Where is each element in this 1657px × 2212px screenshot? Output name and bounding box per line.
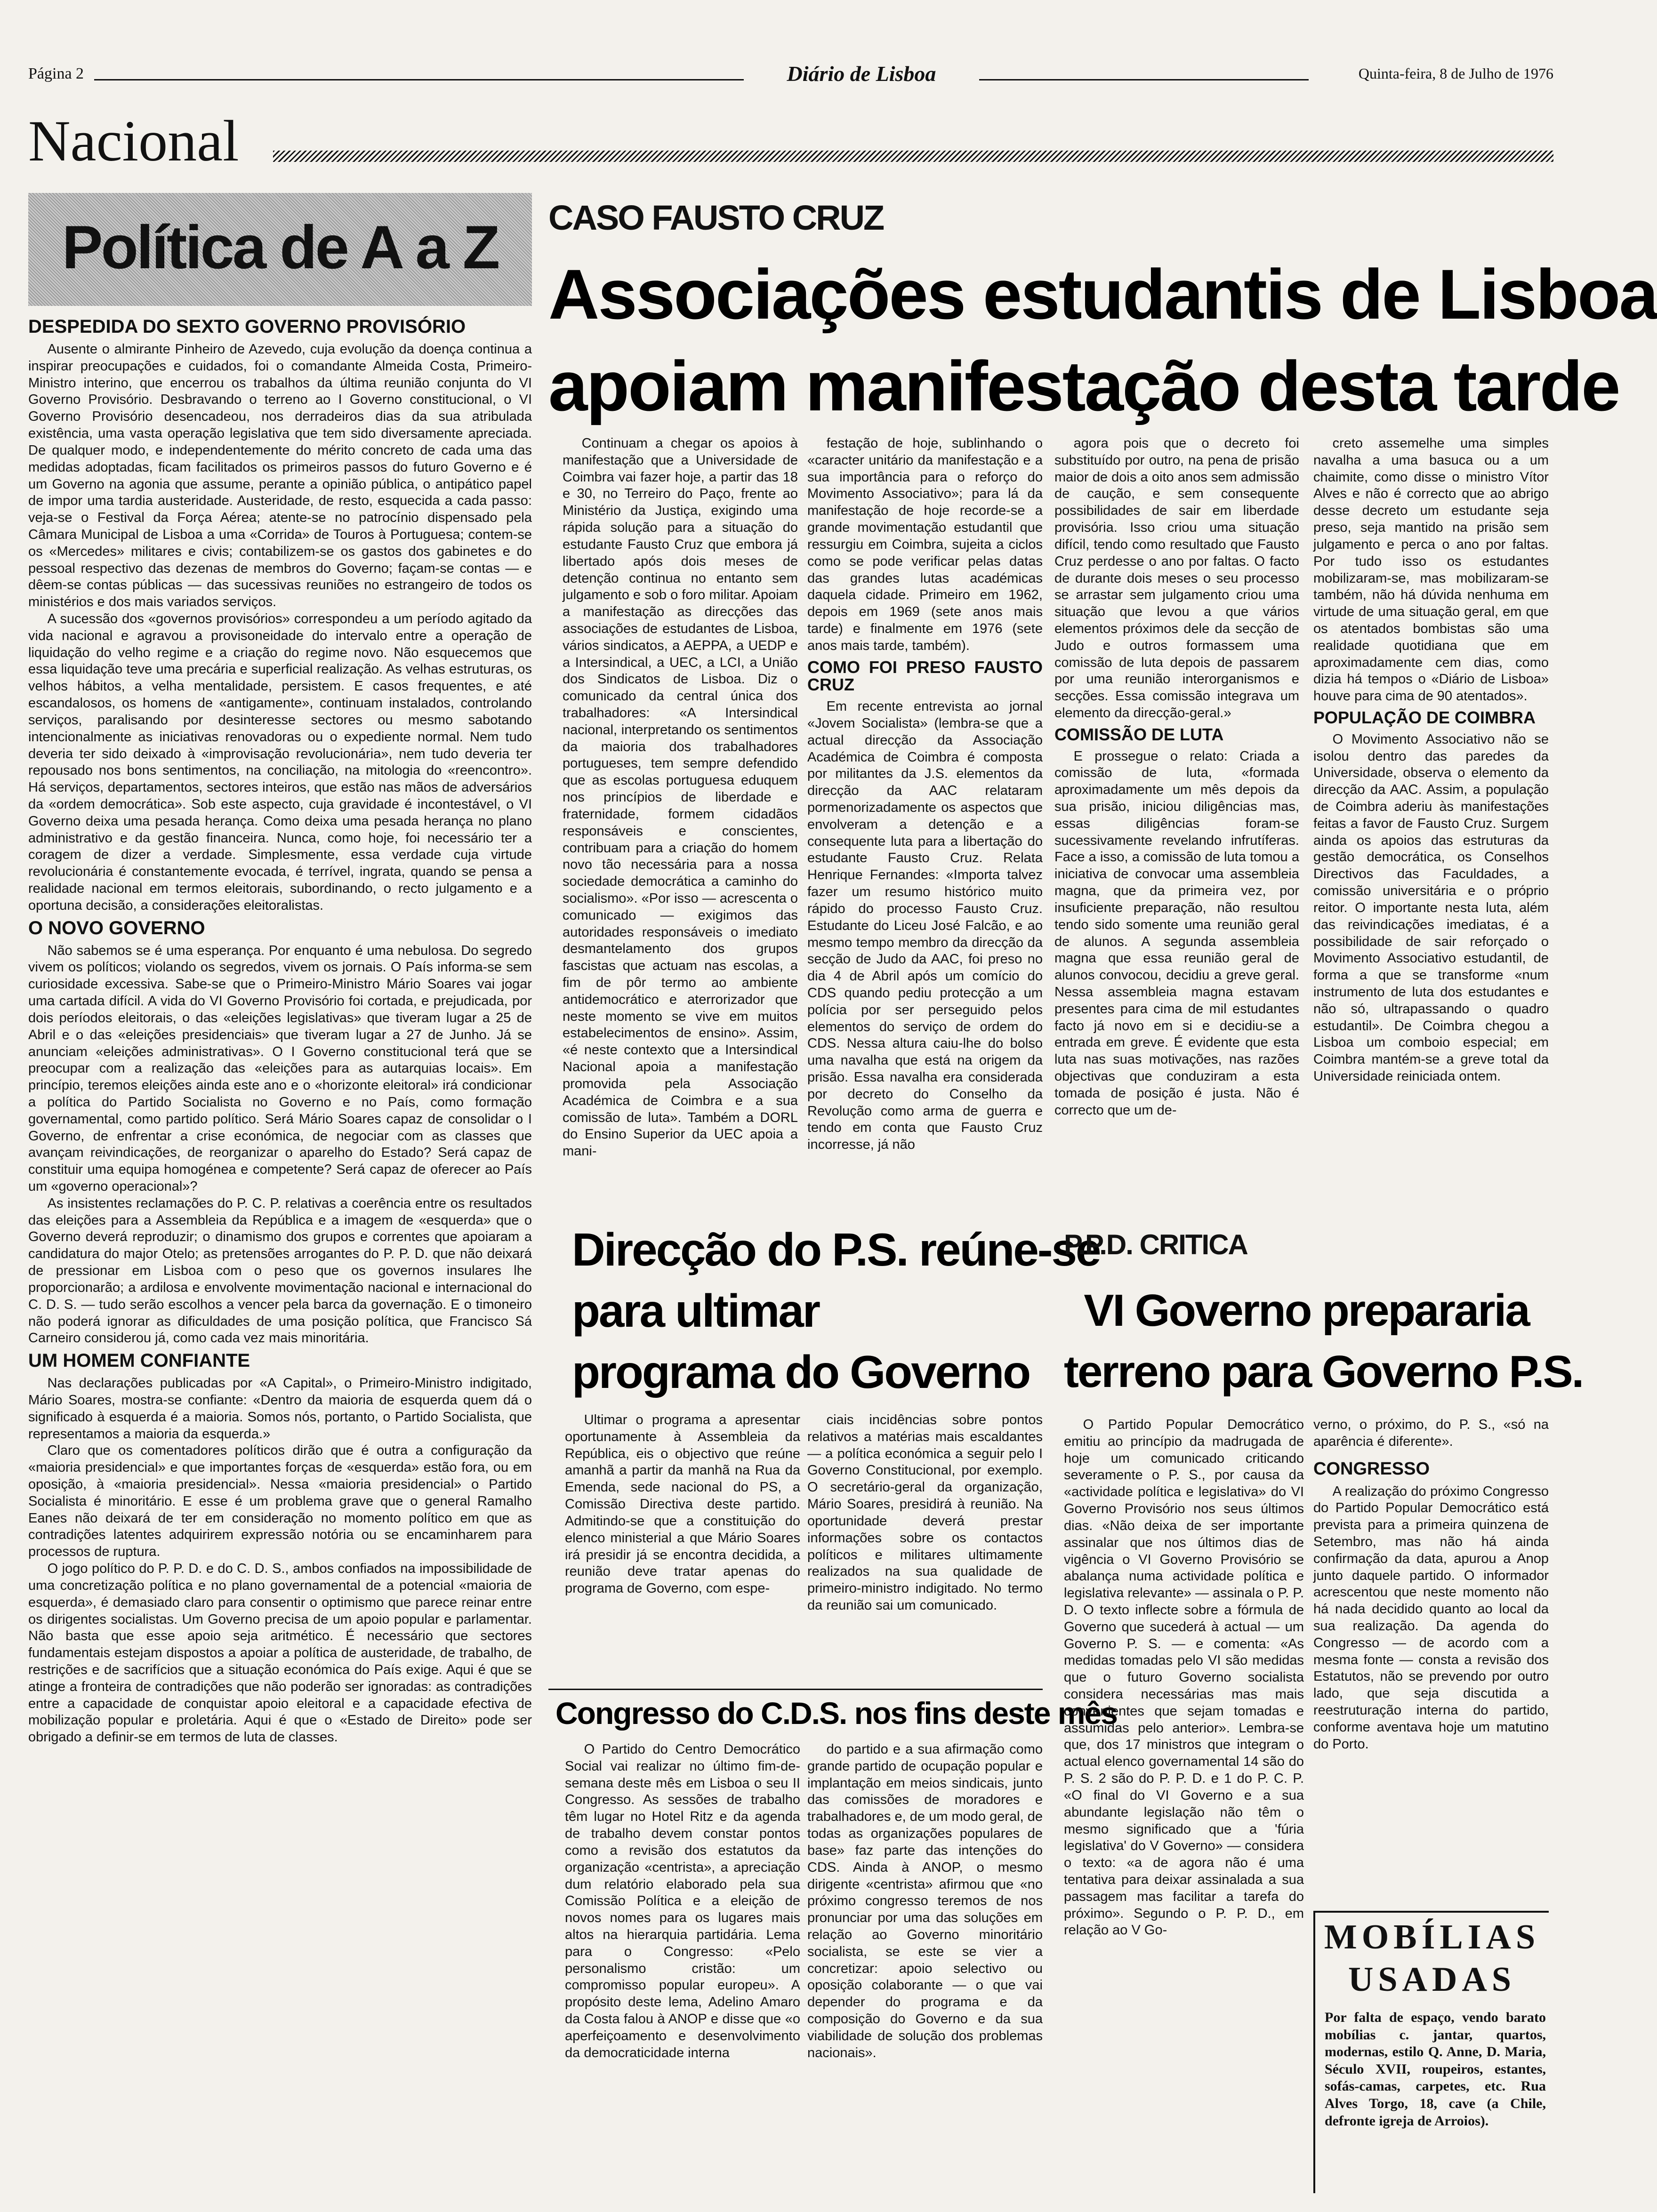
cds-column-2 — [807, 1741, 1043, 2193]
politica-paragraph: A sucessão dos «governos provisórios» correspondeu a um período agitado da vida nacional e agravou a provisoneidade do intervalo entre a operação de liquidação do velho regime e a criação do regime novo. Não esquecemos que essa liquidação teve uma precária e superficial realização. As velhas estruturas, os velhos hábitos, a velha mentalidade, persistem. E casos frequentes, e até escandalosos, os homens de «antigamente», continuam instalados, controlando serviços, paralisando por desinteresse sectores ou mesmo sabotando intencionalmente as iniciativas renovadoras ou o expediente normal. Nem tudo deveria ter sido deixado à «improvisação revolucionária», nem tudo deveria ter repousado nos bons sentimentos, na conciliação, na mitologia do «reencontro». Há serviços, departamentos, sectores inteiros, que estão nas mãos de adversários da «ordem democrática». Sob este aspecto, cuja gravidade é incontestável, o VI Governo deixa uma pesada herança. Como deixa uma pesada herança no plano administrativo e da gestão financeira. Nunca, como hoje, foi necessário ter a coragem de dizer a verdade. Simplesmente, essa verdade cuja virtude revolucionária é constantemente evocada, é terrível, ingrata, quando se pensa a realidade nacional em termos eleitorais, subordinando, o recto julgamento e a oportuna decisão, a considerações eleitoralistas. — [28, 611, 532, 913]
fausto-column-1 — [563, 435, 798, 1198]
politica-heading-despedida: DESPEDIDA DO SEXTO GOVERNO PROVISÓRIO — [28, 316, 466, 337]
politica-paragraph: Nas declarações publicadas por «A Capital», o Primeiro-Ministro indigitado, Mário Soares, mostra-se confiante: «Dentro da maioria de esquerda quem dá o significado à esquerda é a maioria. Somos nós, portanto, o Partido Socialista, que representamos a maioria da esquerda.» — [28, 1376, 532, 1442]
fausto-paragraph: O Movimento Associativo não se isolou dentro das paredes da Universidade, observa o elemento da direcção da AAC. Assim, a população de Coimbra aderiu às manifestações feitas a favor de Fausto Cruz. Surgem ainda os apoios das estruturas da gestão democrática, os Conselhos Directivos das Faculdades, a comissão universitária e o próprio reitor. O importante nesta luta, além das reivindicações imediatas, é a possibilidade de sair reforçado o Movimento Associativo estudantil, de forma a que se transforme «num instrumento de luta dos estudantes e não só, ultrapassando o quadro estudantil». De Coimbra chegou a Lisboa um comboio especial; em Coimbra mantém-se a greve total da Universidade reiniciada ontem. — [1313, 731, 1549, 1084]
section-rule — [273, 151, 1553, 162]
politica-paragraph: O jogo político do P. P. D. e do C. D. S., ambos confiados na impossibilidade de uma concretização política e no plano governamental de a potencial «maioria de esquerda», é demasiado claro para consentir o optimismo que parece reinar entre os dirigentes socialistas. Um Governo precisa de um apoio popular e parlamentar. Não basta que esse apoio seja aritmético. É necessário que sectores fundamentais estejam dispostos a apoiar a política de austeridade, de trabalho, de restrições e de sacrifícios que a situação económica do País exige. Aqui é que se atinge a fronteira de contradições que não poderão ser ignoradas: as contradições entre a capacidade de conquistar apoio eleitoral e a capacidade efectiva de mobilização popular e proletária. Aqui é que o «Estado de Direito» pode ser obrigado a definir-se em termos de luta de classes. — [28, 1561, 532, 1745]
politica-heading-homem-confiante: UM HOMEM CONFIANTE — [28, 1350, 250, 1371]
section-title: Nacional — [28, 109, 239, 173]
ad-title-line1: MOBÍLIAS — [1324, 1918, 1540, 1956]
cds-column-1 — [565, 1741, 800, 2193]
ppd-column-1 — [1064, 1417, 1304, 2193]
politica-paragraph: As insistentes reclamações do P. C. P. relativas a coerência entre os resultados das eleições para a Assembleia da República e a imagem de «esquerda» que o Governo deverá reproduzir; o dinamismo dos grupos e correntes que apoiaram a candidatura do major Otelo; as pretensões arrogantes do P. P. D. que não deixará de pressionar em Lisboa com o peso que os governos insulares lhe proporcionarão; a ardilosa e envolvente movimentação nacional e internacional do C. D. S. — tudo serão escolhos a vencer pela barca da governação. E o timoneiro não poderá ignorar as dificuldades de uma posição política, que Francisco Sá Carneiro considerou já, como cada vez mais minoritária. — [28, 1195, 532, 1346]
ps-headline-line2: para ultimar — [572, 1285, 819, 1337]
ad-body: Por falta de espaço, vendo barato mobílias c. jantar, quartos, modernas, estilo Q. Anne, D. Maria, Século XVII, roupeiros, estantes, sofás-camas, carpetes, etc. Rua Alves Torgo, 18, cave (a Chile, defronte igreja de Arroios). — [1325, 2010, 1546, 2129]
fausto-paragraph: Continuam a chegar os apoios à manifestação que a Universidade de Coimbra vai fazer hoje, a partir das 18 e 30, no Terreiro do Paço, frente ao Ministério da Justiça, exigindo uma rápida solução para a situação do estudante Fausto Cruz que embora já libertado após dois meses de detenção continua no entanto sem julgamento e sob o foro militar. Apoiam a manifestação as direcções das associações de estudantes de Lisboa, vários sindicatos, a AEPPA, a UEDP e a Intersindical, a UEC, a LCI, a União dos Sindicatos de Lisboa. Diz o comunicado da central única dos trabalhadores: «A Intersindical nacional, interpretando os sentimentos da maioria dos trabalhadores portugueses, tem sempre defendido que as escolas portuguesa eduquem nos princípios de liberdade e fraternidade, formem cidadãos responsáveis e conscientes, contribuam para a criação do homem novo tão necessária para a nossa sociedade democrática a caminho do socialismo». «Por isso — acrescenta o comunicado — exigimos das autoridades responsáveis o imediato desmantelamento dos grupos fascistas que actuam nas escolas, a fim de pôr termo ao ambiente antidemocrático e aterrorizador que neste momento se vive em muitos estabelecimentos de ensino». Assim, «é neste contexto que a Intersindical Nacional apoia a manifestação promovida pela Associação Académica de Coimbra e a sua comissão de luta». Também a DORL do Ensino Superior da UEC apoia a mani- — [563, 436, 798, 1159]
politica-box — [28, 193, 532, 306]
fausto-subhead-populacao: POPULAÇÃO DE COIMBRA — [1313, 708, 1536, 727]
classified-ad — [1313, 1911, 1549, 2193]
fausto-headline-line2: apoiam manifestação desta tarde — [548, 346, 1619, 425]
issue-date: Quinta-feira, 8 de Julho de 1976 — [1358, 65, 1553, 82]
ad-title-line2: USADAS — [1348, 1960, 1516, 1999]
fausto-column-2 — [807, 435, 1043, 1198]
politica-paragraph: Não sabemos se é uma esperança. Por enquanto é uma nebulosa. Do segredo vivem os políticos; violando os segredos, vivem os jornais. O País informa-se sem curiosidade excessiva. Sabe-se que o Primeiro-Ministro Mário Soares vai jogar uma cartada difícil. A vida do VI Governo Provisório foi cortada, e prejudicada, por dois períodos eleitorais, o das «eleições legislativas» que tiveram lugar a 25 de Abril e o das «eleições presidenciais» que tiveram lugar a 27 de Junho. Já se anunciam «eleições administrativas». O I Governo constitucional terá que se preocupar com a realização das «eleições para as autarquias locais». Em princípio, teremos eleições ainda este ano e o «horizonte eleitoral» irá condicionar a política do Partido Socialista no Governo e no País, como formação governamental, como partido político. Será Mário Soares capaz de consolidar o I Governo, de enfrentar a crise económica, de negociar com as classes que avançam reivindicações, de reorganizar o aparelho do Estado? Será capaz de constituir uma equipa homogénea e competente? Será capaz de oferecer ao País um «governo operacional»? — [28, 943, 532, 1194]
ppd-subhead-congresso: CONGRESSO — [1313, 1459, 1430, 1479]
fausto-paragraph: Em recente entrevista ao jornal «Jovem Socialista» (lembra-se que a actual direcção da Associação Académica de Coimbra é composta por militantes da J.S. elementos da direcção da AAC relataram pormenorizadamente os aspectos que envolveram a detenção e a consequente luta para a libertação do estudante Fausto Cruz. Relata Henrique Fernandes: «Importa talvez fazer um resumo histórico muito rápido do processo Fausto Cruz. Estudante do Liceu José Falcão, e ao mesmo tempo membro da direcção da secção de Judo da AAC, foi preso no dia 4 de Abril após um comício do CDS quando pediu protecção a um polícia por ser perseguido pelos elementos do serviço de ordem do CDS. Nessa altura caiu-lhe do bolso uma navalha que está na origem da prisão. Essa navalha era considerada por decreto do Conselho da Revolução como arma de guerra e tendo em conta que Fausto Cruz incorresse, já não — [807, 699, 1043, 1153]
cds-paragraph: O Partido do Centro Democrático Social vai realizar no último fim-de-semana deste mês em Lisboa o seu II Congresso. As sessões de trabalho têm lugar no Hotel Ritz e da agenda de trabalho devem constar pontos como a revisão dos estatutos da organização «centrista», a apreciação dum relatório elaborado pela sua Comissão Política e a eleição de novos nomes para os lugares mais altos na hierarquia partidária. Lema para o Congresso: «Pelo personalismo cristão: um compromisso popular europeu». A propósito deste lema, Adelino Amaro da Costa falou à ANOP e disse que «o aperfeiçoamento e desenvolvimento da democraticidade interna — [565, 1742, 800, 2060]
fausto-kicker: CASO FAUSTO CRUZ — [548, 198, 884, 237]
fausto-subhead-comissao: COMISSÃO DE LUTA — [1054, 724, 1224, 744]
ps-headline-line1: Direcção do P.S. reúne-se — [572, 1224, 1100, 1275]
cds-paragraph: do partido e a sua afirmação como grande partido de ocupação popular e implantação em meios sindicais, junto das comissões de moradores e trabalhadores e, de um modo geral, de todas as organizações populares de base» faz parte das intenções do CDS. Ainda à ANOP, o mesmo dirigente «centrista» afirmou que «no próximo congresso teremos de nos pronunciar por uma das soluções em relação ao Governo minoritário socialista, se este se vier a concretizar: apoio selectivo ou oposição colaborante — o que vai depender do programa e da composição do Governo e da sua viabilidade de solução dos problemas nacionais». — [807, 1742, 1043, 2060]
cds-rule — [548, 1689, 1043, 1690]
masthead — [28, 61, 1553, 89]
politica-paragraph: Ausente o almirante Pinheiro de Azevedo, cuja evolução da doença continua a inspirar preocupações e cuidados, foi o comandante Almeida Costa, Primeiro-Ministro interino, que encerrou os trabalhos da última reunião conjunta do VI Governo Provisório. Desbravando o terreno ao I Governo constitucional, o VI Governo Provisório desencadeou, nos derradeiros dias da sua atribulada existência, uma vasta operação legislativa que tem sido diversamente apreciada. De qualquer modo, e independentemente do mérito concreto de cada uma das medidas adoptadas, ficam facilitados os primeiros passos do futuro Governo e é um Governo na agonia que assume, perante a opinião pública, o antipático papel de impor uma tardia austeridade. Austeridade, de resto, esquecida a cada passo: veja-se o Festival da Força Aérea; atente-se no patrocínio dispensado pela Câmara Municipal de Lisboa a uma «Corrida» de Touros à Portuguesa; contem-se os «Mercedes» militares e civis; contabilizem-se os gastos dos gabinetes e do pessoal respectivo das dezenas de membros do Governo; façam-se contas — e dêem-se contas públicas — das sucessivas reuniões no estrangeiro de todos os ministérios e dos mais variados serviços. — [28, 342, 532, 610]
rule-left — [94, 79, 744, 80]
cds-headline: Congresso do C.D.S. nos fins deste mês — [555, 1696, 1117, 1731]
fausto-column-4 — [1313, 435, 1549, 1198]
fausto-paragraph: agora pois que o decreto foi substituído por outro, na pena de prisão maior de dois a oito anos sem admissão de caução, e sem consequente possibilidades de sair em liberdade provisória. Isso criou uma situação difícil, tendo como resultado que Fausto Cruz perdesse o ano por faltas. O facto de durante dois meses o seu processo se arrastar sem julgamento criou uma situação que levou a que vários elementos próximos dele da secção de Judo e outros formassem uma comissão de luta depois de passarem por uma reunião interorganismos e secções. Essa comissão integrava um elemento da direcção-geral.» — [1054, 436, 1299, 721]
fausto-paragraph: creto assemelhe uma simples navalha a uma basuca ou a um chaimite, como disse o ministro Vítor Alves e não é correcto que ao abrigo desse decreto um estudante seja preso, seja mantido na prisão sem julgamento e perca o ano por faltas. Por tudo isso os estudantes mobilizaram-se, mas mobilizaram-se também, não há dúvida nenhuma em virtude de uma situação geral, em que os atentados bombistas são uma realidade quotidiana que em aproximadamente cem dias, como dizia há tempos o «Diário de Lisboa» houve para cima de 90 atentados». — [1313, 436, 1549, 704]
ppd-headline-line1: VI Governo prepararia — [1084, 1285, 1529, 1336]
ppd-headline-line2: terreno para Governo P.S. — [1064, 1346, 1583, 1397]
ppd-column-2 — [1313, 1417, 1549, 1887]
ppd-paragraph: A realização do próximo Congresso do Partido Popular Democrático está prevista para a primeira quinzena de Setembro, mas não há ainda confirmação da data, apurou a Anop junto daquele partido. O informador acrescentou que neste momento não há nada decidido quanto ao local da sua realização. Da agenda do Congresso — de acordo com a mesma fonte — consta a revisão dos Estatutos, não se prevendo por outro lado, que seja discutida a reestruturação interna do partido, conforme aventava hoje um matutino do Porto. — [1313, 1483, 1549, 1752]
fausto-headline-line1: Associações estudantis de Lisboa — [548, 255, 1657, 334]
ppd-paragraph: verno, o próximo, do P. S., «só na aparência é diferente». — [1313, 1417, 1549, 1449]
ps-column-1 — [565, 1412, 800, 1675]
ps-paragraph: ciais incidências sobre pontos relativos a matérias mais escaldantes — a política económica a seguir pelo I Governo Constitucional, por exemplo. O secretário-geral da organização, Mário Soares, presidirá à reunião. Na oportunidade deverá prestar informações sobre os contactos políticos e militares ultimamente realizados na sua qualidade de primeiro-ministro indigitado. No termo da reunião sai um comunicado. — [807, 1412, 1043, 1613]
politica-box-title: Política de A a Z — [62, 213, 499, 281]
ppd-kicker: P.P.D. CRITICA — [1064, 1229, 1247, 1260]
page-number: Página 2 — [28, 65, 84, 82]
ppd-paragraph: O Partido Popular Democrático emitiu ao princípio da madrugada de hoje um comunicado criticando severamente o P. S., por causa da «actividade política e legislativa» do VI Governo Provisório nos seus últimos dias. «Não deixa de ser importante assinalar que nos últimos dias de vigência o VI Governo Provisório se abalança numa actividade política e legislativa relevante» — assinala o P. P. D. O texto inflecte sobre a fórmula de Governo que sucederá à actual — um Governo P. S. — e comenta: «As medidas tomadas pelo VI são medidas que o futuro Governo socialista considera necessárias mas mais convenientes que sejam tomadas e assumidas pelo anterior». Lembra-se que, dos 17 ministros que integram o actual elenco governamental 14 são do P. S. 2 são do P. P. D. e 1 do P. C. P. «O final do VI Governo e a sua abundante legislação não têm o mesmo significado que a 'fúria legislativa' do V Governo» — considera o texto: «a de agora não é uma tentativa para deixar assinalada a sua passagem mas facilitar a tarefa do próximo». Segundo o P. P. D., em relação ao V Go- — [1064, 1417, 1304, 1938]
rule-right — [979, 79, 1309, 80]
fausto-paragraph: E prossegue o relato: Criada a comissão de luta, «formada aproximadamente um mês depois da sua prisão, iniciou diligências mas, essas diligências foram-se sucessivamente revelando infrutíferas. Face a isso, a comissão de luta tomou a iniciativa de convocar uma assembleia magna, que da primeira vez, por insuficiente preparação, não resultou tendo sido somente uma reunião geral de alunos. A segunda assembleia magna que essa reunião geral de alunos convocou, decidiu a greve geral. Nessa assembleia magna estavam presentes para cima de mil estudantes facto já novo em si e decidiu-se a entrada em greve. É evidente que esta luta nas suas motivações, nas razões objectivas que conduziram a esta tomada de posição é justa. Não é correcto que um de- — [1054, 748, 1299, 1118]
politica-paragraph: Claro que os comentadores políticos dirão que é outra a configuração da «maioria presidencial» e que importantes forças de «esquerda» estão fora, ou em oposição, à «maioria presidencial». Nessa «maioria presidencial» o Partido Socialista é minoritário. E esse é um problema grave que o general Ramalho Eanes não deixará de ter em consideração no momento político em que as contradições latentes adquirirem expressão notória ou se encaminharem para processos de ruptura. — [28, 1443, 532, 1560]
politica-heading-novo-governo: O NOVO GOVERNO — [28, 917, 205, 938]
paper-name: Diário de Lisboa — [787, 62, 936, 86]
ps-headline-line3: programa do Governo — [572, 1346, 1030, 1398]
ps-column-2 — [807, 1412, 1043, 1675]
fausto-paragraph: festação de hoje, sublinhando o «caracter unitário da manifestação e a sua importância para o reforço do Movimento Associativo»; para lá da manifestação de hoje recorde-se a grande movimentação estudantil que ressurgiu em Coimbra, sujeita a ciclos como se pode verificar pelas datas das grandes lutas académicas daquela cidade. Primeiro em 1962, depois em 1969 (sete anos mais tarde) e finalmente em 1976 (sete anos mais tarde, também). — [807, 436, 1043, 653]
politica-column — [28, 313, 532, 2186]
fausto-subhead-preso: COMO FOI PRESO FAUSTO CRUZ — [807, 657, 1043, 695]
fausto-column-3 — [1054, 435, 1299, 1198]
ps-paragraph: Ultimar o programa a apresentar oportunamente à Assembleia da República, eis o objectivo que reúne amanhã a partir da manhã na Rua da Emenda, sede nacional do PS, a Comissão Directiva deste partido. Admitindo-se que a constituição do elenco ministerial a que Mário Soares irá presidir já se encontra decidida, a reunião deve tratar apenas do programa de Governo, com espe- — [565, 1412, 800, 1596]
